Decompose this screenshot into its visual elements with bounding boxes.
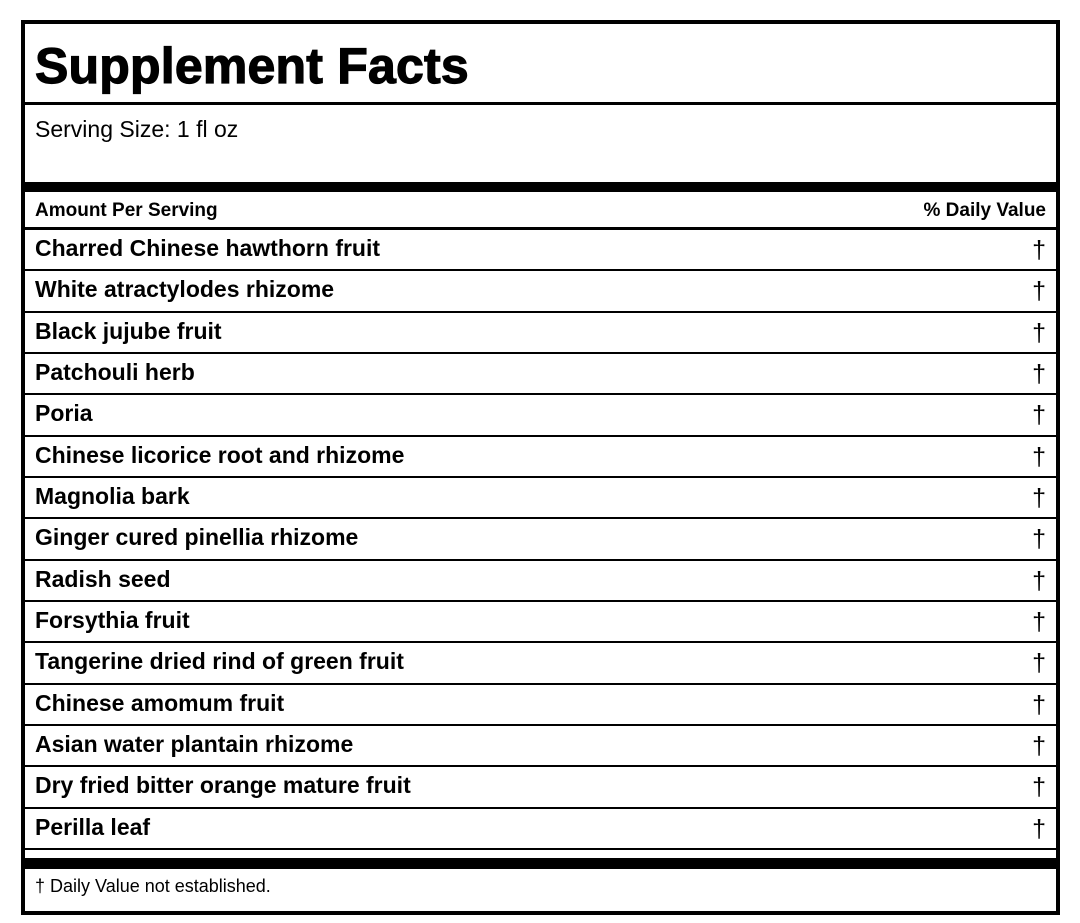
ingredient-row [25, 271, 1056, 312]
daily-value-mark: † [1032, 649, 1046, 678]
daily-value-mark: † [1032, 773, 1046, 802]
daily-value-mark: † [1032, 814, 1046, 843]
ingredient-name: Chinese amomum fruit [35, 689, 285, 716]
daily-value-mark: † [1032, 277, 1046, 306]
ingredient-row [25, 437, 1056, 478]
daily-value-mark: † [1032, 608, 1046, 637]
ingredient-row [25, 230, 1056, 271]
ingredient-name: Patchouli herb [35, 359, 195, 386]
ingredient-row [25, 395, 1056, 436]
ingredient-row [25, 478, 1056, 519]
ingredient-name: Asian water plantain rhizome [35, 731, 354, 758]
ingredient-name: Ginger cured pinellia rhizome [35, 524, 359, 551]
daily-value-mark: † [1032, 360, 1046, 389]
ingredient-name: Dry fried bitter orange mature fruit [35, 772, 411, 799]
ingredient-row [25, 561, 1056, 602]
ingredient-name: Radish seed [35, 565, 171, 592]
ingredient-row [25, 767, 1056, 808]
ingredient-row [25, 726, 1056, 767]
thick-divider [25, 858, 1056, 867]
amount-per-serving-label: Amount Per Serving [35, 200, 218, 221]
ingredient-name: Charred Chinese hawthorn fruit [35, 235, 381, 262]
ingredient-name: Poria [35, 400, 93, 427]
ingredient-name: Magnolia bark [35, 483, 190, 510]
ingredient-row [25, 313, 1056, 354]
daily-value-mark: † [1032, 525, 1046, 554]
ingredient-row [25, 685, 1056, 726]
spacer [25, 850, 1056, 858]
ingredient-name: Black jujube fruit [35, 317, 222, 344]
ingredient-row [25, 602, 1056, 643]
daily-value-label: % Daily Value [923, 200, 1046, 221]
daily-value-mark: † [1032, 566, 1046, 595]
footnote: † Daily Value not established. [35, 875, 271, 896]
panel-title: Supplement Facts [35, 38, 469, 94]
ingredient-row [25, 643, 1056, 684]
supplement-facts-panel [21, 20, 1060, 915]
daily-value-mark: † [1032, 484, 1046, 513]
daily-value-mark: † [1032, 401, 1046, 430]
ingredient-name: Tangerine dried rind of green fruit [35, 648, 404, 675]
daily-value-mark: † [1032, 732, 1046, 761]
ingredient-row [25, 354, 1056, 395]
daily-value-mark: † [1032, 442, 1046, 471]
ingredient-name: Perilla leaf [35, 813, 151, 840]
ingredient-name: White atractylodes rhizome [35, 276, 335, 303]
column-header-row [25, 192, 1056, 227]
ingredient-row [25, 519, 1056, 560]
daily-value-mark: † [1032, 690, 1046, 719]
thick-divider [25, 182, 1056, 192]
ingredient-name: Chinese licorice root and rhizome [35, 441, 405, 468]
daily-value-mark: † [1032, 236, 1046, 265]
ingredient-name: Forsythia fruit [35, 607, 190, 634]
ingredient-row [25, 809, 1056, 850]
daily-value-mark: † [1032, 318, 1046, 347]
serving-size: Serving Size: 1 fl oz [35, 116, 239, 142]
